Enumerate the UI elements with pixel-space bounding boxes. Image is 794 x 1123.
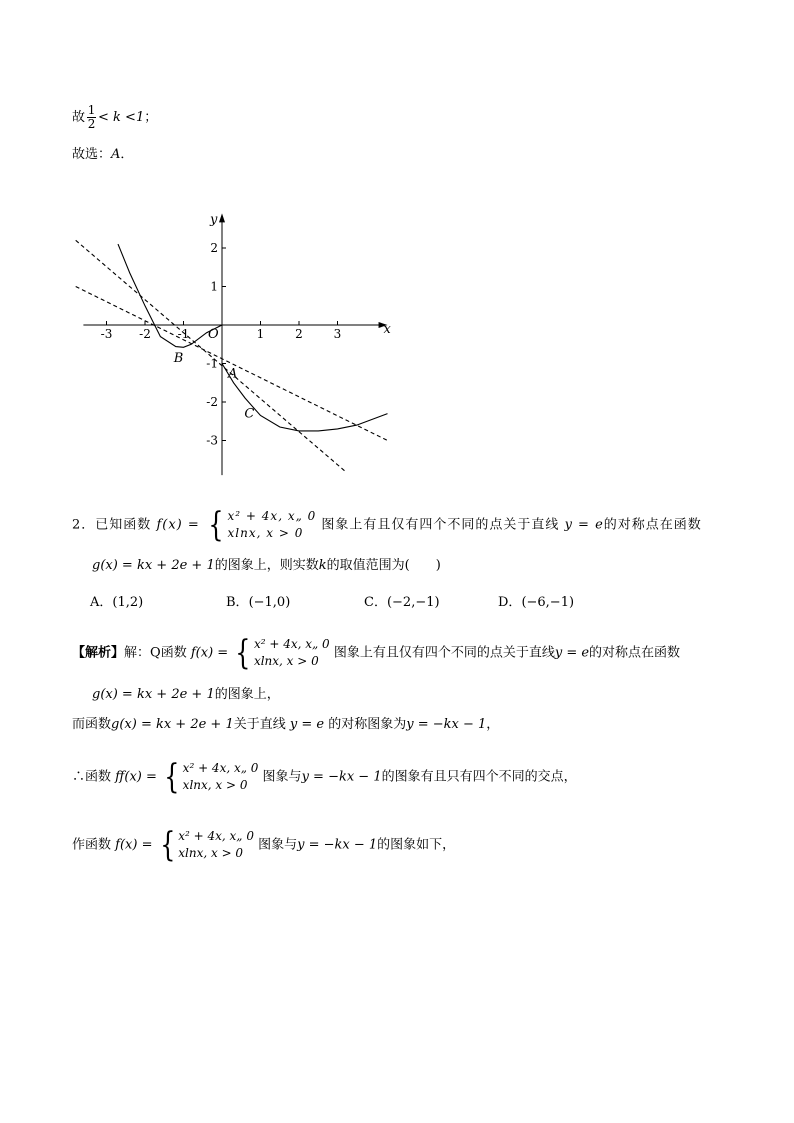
analysis-tag: 【解析】 <box>72 645 125 661</box>
graph-labels <box>101 212 392 447</box>
point-label-b: B <box>173 351 184 367</box>
x-tick-label: 1 <box>256 327 265 341</box>
solution-line-5: 作函数 f(x) = { x² + 4x, x„ 0 xlnx, x > 0 图象与y = −kx − 1的图象如下， <box>72 825 456 865</box>
answer-choice: A <box>111 147 121 162</box>
piecewise-function: { x² + 4x, x„ 0 xlnx, x > 0 <box>159 825 254 865</box>
because-symbol: Q <box>150 645 161 661</box>
origin-label: O <box>208 327 219 342</box>
x-tick-label: -2 <box>139 327 151 341</box>
piecewise-function: { x² + 4x, x„ 0 xlnx, x > 0 <box>208 505 317 545</box>
option-b[interactable]: B．(−1,0) <box>226 595 291 610</box>
solution-line-2: g(x) = kx + 2e + 1的图象上， <box>92 687 280 702</box>
fraction-one-half: $\frac{1}{2}$ <box>87 103 96 131</box>
piecewise-function: { x² + 4x, x„ 0 xlnx, x > 0 <box>164 757 259 797</box>
solution-line-4: ∴函数 ff(x) = { x² + 4x, x„ 0 xlnx, x > 0 图象与y = −kx − 1的图象有且只有四个不同的交点， <box>72 757 577 797</box>
dashed-tangent-line <box>76 287 388 441</box>
x-axis-label: x <box>383 322 391 337</box>
x-tick-label: -3 <box>100 327 113 341</box>
axes <box>83 213 387 475</box>
option-a[interactable]: A．(1,2) <box>90 595 144 610</box>
option-c[interactable]: C．(−2,−1) <box>364 595 440 610</box>
plot-lines <box>76 240 388 471</box>
option-d[interactable]: D．(−6,−1) <box>498 595 575 610</box>
y-axis-arrow <box>219 213 225 222</box>
point-label-c: C <box>244 406 255 422</box>
function-curve <box>118 244 222 347</box>
inequality: < k <1 <box>98 110 145 125</box>
question-number: 2． <box>72 517 96 533</box>
point-label-a: A <box>228 366 238 382</box>
question-2-line-1: 2．已知函数 f(x) = { x² + 4x, x„ 0 xlnx, x > 0 图象上有且仅有四个不同的点关于直线 y = e的对称点在函数 <box>72 505 702 545</box>
conclusion-line: 故 $\frac{1}{2}$ < k <1； <box>72 103 158 131</box>
answer-label: 故选： <box>72 147 112 162</box>
x-tick-label: 2 <box>295 327 303 341</box>
y-axis-label: y <box>210 212 218 228</box>
y-tick-label: -1 <box>206 356 218 371</box>
question-2-line-2: g(x) = kx + 2e + 1的图象上，则实数k的取值范围为( ) <box>92 558 441 573</box>
x-tick-label: -1 <box>177 327 190 341</box>
answer-line: 故选：A． <box>72 147 134 162</box>
solution-line-1: 【解析】解：Q函数 f(x) = { x² + 4x, x„ 0 xlnx, x > 0 图象上有且仅有四个不同的点关于直线y = e的对称点在函数 <box>72 633 681 673</box>
function-g: g(x) = kx + 2e + 1 <box>92 558 215 573</box>
y-tick-label: 1 <box>210 279 218 294</box>
function-graph <box>72 178 392 483</box>
y-tick-label: -3 <box>206 433 218 448</box>
function-f: f(x) = <box>156 517 200 533</box>
conclusion-prefix: 故 <box>72 110 86 125</box>
y-tick-label: -2 <box>206 395 218 409</box>
piecewise-function: { x² + 4x, x„ 0 xlnx, x > 0 <box>235 633 330 673</box>
y-tick-label: 2 <box>210 241 218 255</box>
solution-line-3: 而函数g(x) = kx + 2e + 1关于直线 y = e 的对称图象为y = −kx − 1， <box>72 717 500 732</box>
x-tick-label: 3 <box>333 327 342 341</box>
